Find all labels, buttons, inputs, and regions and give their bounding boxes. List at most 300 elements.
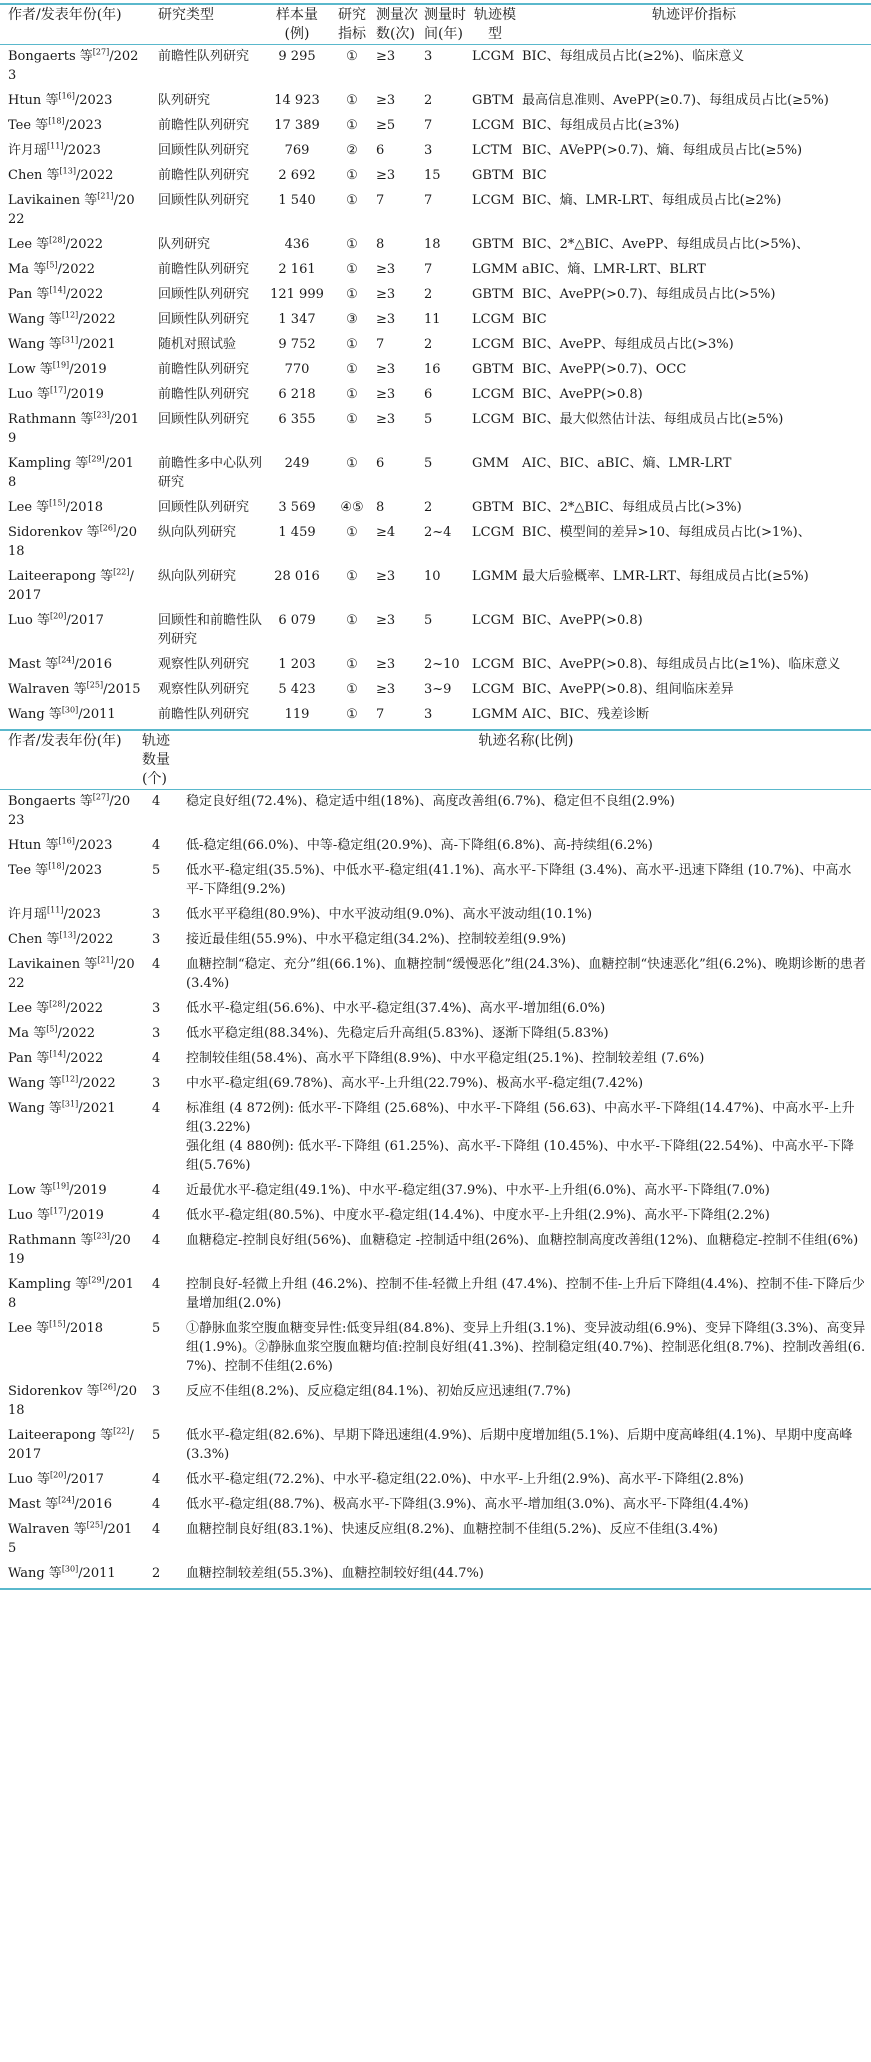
trajectory-count-cell: 4 (152, 1497, 161, 1512)
evaluation-criteria-cell: BIC、模型间的差异>10、每组成员占比(>1%)、 (522, 525, 811, 540)
trajectory-names-text: 稳定良好组(72.4%)、稳定适中组(18%)、高度改善组(6.7%)、稳定但不良组(2.9%) (186, 794, 675, 809)
reference-number: [14] (49, 1049, 66, 1059)
author-name: Walraven 等 (8, 1522, 87, 1537)
reference-number: [5] (46, 1024, 58, 1034)
trajectory-names-text: 低水平-稳定组(88.7%)、极高水平-下降组(3.9%)、高水平-增加组(3.0%)、高水平-下降组(4.4%) (186, 1497, 749, 1512)
author-name: Laiteerapong 等 (8, 1428, 114, 1443)
indicator-cell: ① (346, 93, 358, 108)
author-cell (6, 495, 144, 520)
publication-year: /2017 (8, 569, 134, 603)
trajectory-names-text: 血糖控制良好组(83.1%)、快速反应组(8.2%)、血糖控制不佳组(5.2%)、反应不佳组(3.4%) (186, 1522, 718, 1537)
publication-year: /2017 (66, 613, 104, 628)
trajectory-names-cell (184, 1203, 868, 1228)
trajectory-model-cell: LCGM (472, 118, 515, 133)
indicator-cell: ① (346, 525, 358, 540)
trajectory-count-cell: 4 (152, 1472, 161, 1487)
publication-year: /2015 (103, 682, 141, 697)
measure-times-cell: ≥3 (376, 49, 396, 64)
trajectory-names-cell (184, 902, 868, 927)
trajectory-count-cell: 4 (152, 957, 161, 972)
reference-number: [14] (49, 285, 66, 295)
publication-year: /2022 (75, 168, 114, 183)
measure-times-cell: ≥3 (376, 657, 396, 672)
reference-number: [23] (93, 1231, 110, 1241)
publication-year: /2022 (78, 1076, 116, 1091)
author-cell (6, 902, 140, 927)
author-name: Ma 等 (8, 1026, 47, 1041)
trajectory-model-cell: LCGM (472, 412, 515, 427)
reference-number: [25] (86, 1520, 104, 1530)
evaluation-criteria-cell: BIC、最大似然估计法、每组成员占比(≥5%) (522, 412, 784, 427)
header-sample-size: 样本量(例) (276, 7, 318, 42)
author-name: Tee 等 (8, 863, 49, 878)
publication-year: /2023 (74, 838, 113, 853)
indicator-cell: ② (346, 143, 358, 158)
trajectory-names-text: 低水平-稳定组(35.5%)、中低水平-稳定组(41.1%)、高水平-下降组 (3.4%)、高水平-迅速下降组 (10.7%)、中高水平-下降组(9.2%) (186, 863, 852, 897)
measure-years-cell: 2~4 (424, 525, 452, 540)
trajectory-count-cell: 4 (152, 1277, 161, 1292)
reference-number: [20] (49, 611, 67, 621)
publication-year: /2011 (78, 707, 116, 722)
author-name: Lee 等 (8, 1001, 50, 1016)
author-cell (6, 357, 144, 382)
trajectory-count-cell: 5 (152, 1428, 161, 1443)
trajectory-names-text: 低水平-稳定组(72.2%)、中水平-稳定组(22.0%)、中水平-上升组(2.9%)、高水平-下降组(2.8%) (186, 1472, 744, 1487)
study-type-cell: 前瞻性队列研究 (158, 49, 250, 64)
publication-year: /2018 (8, 456, 134, 490)
trajectory-model-cell: GBTM (472, 287, 514, 302)
study-type-cell: 前瞻性队列研究 (158, 168, 250, 183)
author-cell (6, 1228, 140, 1272)
indicator-cell: ① (346, 412, 358, 427)
author-cell (6, 789, 140, 833)
publication-year: /2019 (66, 1208, 104, 1223)
indicator-cell: ① (346, 362, 358, 377)
trajectory-names-text: 近最优水平-稳定组(49.1%)、中水平-稳定组(37.9%)、中水平-上升组(6.0%)、高水平-下降组(7.0%) (186, 1183, 770, 1198)
publication-year: /2022 (65, 1001, 104, 1016)
trajectory-count-cell: 3 (152, 1001, 161, 1016)
trajectory-model-cell: GMM (472, 456, 510, 471)
sample-size-cell: 1 459 (278, 525, 316, 540)
publication-year: /2022 (8, 957, 135, 991)
reference-number: [26] (99, 523, 117, 533)
evaluation-criteria-cell: BIC、AvePP(>0.7)、OCC (522, 362, 687, 377)
publication-year: /2019 (66, 387, 104, 402)
author-cell (6, 307, 144, 332)
reference-number: [21] (97, 191, 114, 201)
measure-times-cell: 7 (376, 707, 385, 722)
trajectory-names-cell (184, 996, 868, 1021)
author-name: 许月瑶 (8, 143, 48, 158)
header-years: 测量时间(年) (424, 7, 466, 42)
measure-years-cell: 7 (424, 118, 433, 133)
indicator-cell: ③ (346, 312, 358, 327)
publication-year: /2022 (57, 262, 96, 277)
reference-number: [16] (58, 836, 75, 846)
author-cell (6, 1272, 140, 1316)
author-cell (6, 138, 144, 163)
trajectory-names-text: ①静脉血浆空腹血糖变异性:低变异组(84.8%)、变异上升组(3.1%)、变异波动组(6.9%)、变异下降组(3.3%)、高变异组(1.9%)。②静脉血浆空腹血糖均值:控制良好组(41.3%)、控制稳定组(40.7%)、控制恶化组(8.7%)、控制改善组(6.7%)、控制不佳组(2.6%) (186, 1321, 866, 1374)
trajectory-names-text: 低水平平稳组(80.9%)、中水平波动组(9.0%)、高水平波动组(10.1%) (186, 907, 593, 922)
evaluation-criteria-cell: BIC、2*△BIC、AvePP、每组成员占比(>5%)、 (522, 237, 810, 252)
publication-year: /2018 (8, 1277, 134, 1311)
author-cell (6, 927, 140, 952)
trajectory-names-text: 低水平-稳定组(82.6%)、早期下降迅速组(4.9%)、后期中度增加组(5.1%)、后期中度高峰组(4.1%)、早期中度高峰(3.3%) (186, 1428, 853, 1462)
sample-size-cell: 436 (284, 237, 310, 252)
reference-number: [12] (61, 1074, 79, 1084)
trajectory-count-cell: 3 (152, 907, 161, 922)
trajectory-model-cell: LCGM (472, 613, 515, 628)
table-row (6, 382, 868, 407)
table1-header-row (6, 6, 868, 44)
trajectory-names-cell (184, 1228, 868, 1272)
publication-year: /2022 (65, 1051, 104, 1066)
sample-size-cell: 2 161 (278, 262, 316, 277)
measure-years-cell: 16 (424, 362, 441, 377)
author-name: Sidorenkov 等 (8, 525, 100, 540)
trajectory-names-cell (184, 952, 868, 996)
reference-number: [31] (61, 1099, 79, 1109)
publication-year: /2023 (63, 907, 101, 922)
author-cell (6, 332, 144, 357)
study-type-cell: 纵向队列研究 (158, 525, 237, 540)
table-row (6, 702, 868, 727)
reference-number: [30] (61, 1564, 79, 1574)
sample-size-cell: 770 (284, 362, 310, 377)
trajectory-names-text: 强化组 (4 880例): 低水平-下降组 (61.25%)、高水平-下降组 (10.45%)、中水平-下降组(22.54%)、中高水平-下降组(5.76%) (186, 1139, 854, 1173)
trajectory-count-cell: 4 (152, 1233, 161, 1248)
evaluation-criteria-cell: BIC、2*△BIC、每组成员占比(>3%) (522, 500, 742, 515)
author-name: Low 等 (8, 362, 53, 377)
study-type-cell: 前瞻性队列研究 (158, 362, 250, 377)
study-type-cell: 前瞻性队列研究 (158, 262, 250, 277)
author-name: Rathmann 等 (8, 412, 94, 427)
table-row (6, 952, 868, 996)
measure-years-cell: 3 (424, 143, 433, 158)
reference-number: [25] (86, 680, 104, 690)
measure-times-cell: ≥3 (376, 569, 396, 584)
study-type-cell: 前瞻性多中心队列研究 (158, 456, 263, 490)
indicator-cell: ① (346, 657, 358, 672)
author-name: Bongaerts 等 (8, 49, 93, 64)
indicator-cell: ① (346, 49, 358, 64)
indicator-cell: ① (346, 118, 358, 133)
reference-number: [15] (49, 498, 66, 508)
table-row (6, 927, 868, 952)
trajectory-model-cell: LCGM (472, 682, 515, 697)
trajectory-model-cell: LCGM (472, 657, 515, 672)
reference-number: [11] (47, 141, 64, 151)
author-name: Luo 等 (8, 1472, 50, 1487)
measure-years-cell: 7 (424, 262, 433, 277)
trajectory-names-cell (184, 1379, 868, 1423)
author-cell (6, 1071, 140, 1096)
author-cell (6, 113, 144, 138)
measure-years-cell: 2 (424, 93, 433, 108)
trajectory-model-cell: LGMM (472, 262, 518, 277)
evaluation-criteria-cell: BIC、每组成员占比(≥2%)、临床意义 (522, 49, 745, 64)
evaluation-criteria-cell: BIC、AvePP(>0.8) (522, 613, 643, 628)
reference-number: [26] (99, 1382, 117, 1392)
publication-year: /2019 (69, 362, 107, 377)
trajectory-names-cell (184, 1561, 868, 1586)
indicator-cell: ④⑤ (340, 500, 364, 515)
author-cell (6, 1379, 140, 1423)
author-name: Wang 等 (8, 1566, 62, 1581)
publication-year: /2016 (74, 657, 112, 672)
author-cell (6, 407, 144, 451)
indicator-cell: ① (346, 569, 358, 584)
measure-times-cell: ≥3 (376, 387, 396, 402)
sample-size-cell: 2 692 (278, 168, 316, 183)
publication-year: /2022 (65, 237, 104, 252)
indicator-cell: ① (346, 237, 358, 252)
header-indicator: 研究指标 (338, 7, 366, 42)
author-cell (6, 1316, 140, 1379)
table-row (6, 996, 868, 1021)
sample-size-cell: 1 203 (278, 657, 316, 672)
publication-year: /2019 (8, 412, 140, 446)
table-row (6, 1423, 868, 1467)
evaluation-criteria-cell: BIC、AvePP、每组成员占比(>3%) (522, 337, 734, 352)
trajectory-model-cell: GBTM (472, 500, 514, 515)
sample-size-cell: 17 389 (274, 118, 320, 133)
table-row (6, 1071, 868, 1096)
author-cell (6, 451, 144, 495)
sample-size-cell: 5 423 (278, 682, 316, 697)
table-row (6, 564, 868, 608)
reference-number: [17] (49, 385, 67, 395)
reference-number: [16] (58, 91, 75, 101)
table-row (6, 1021, 868, 1046)
author-name: Wang 等 (8, 707, 62, 722)
trajectory-names-cell (184, 1096, 868, 1178)
reference-number: [13] (59, 166, 76, 176)
trajectory-names-text: 低水平-稳定组(56.6%)、中水平-稳定组(37.4%)、高水平-增加组(6.0%) (186, 1001, 606, 1016)
table-row (6, 113, 868, 138)
table-row (6, 1178, 868, 1203)
publication-year: /2018 (8, 525, 138, 559)
table-row (6, 332, 868, 357)
reference-number: [17] (49, 1206, 67, 1216)
indicator-cell: ① (346, 707, 358, 722)
trajectory-count-cell: 3 (152, 1384, 161, 1399)
table-row (6, 44, 868, 88)
publication-year: /2021 (78, 1101, 116, 1116)
author-name: Pan 等 (8, 1051, 50, 1066)
author-cell (6, 163, 144, 188)
measure-years-cell: 5 (424, 412, 433, 427)
evaluation-criteria-cell: BIC、AvePP(>0.8)、每组成员占比(≥1%)、临床意义 (522, 657, 841, 672)
reference-number: [24] (58, 1495, 75, 1505)
author-name: 许月瑶 (8, 907, 48, 922)
reference-number: [15] (49, 1319, 66, 1329)
author-cell (6, 952, 140, 996)
reference-number: [27] (92, 792, 110, 802)
sample-size-cell: 1 540 (278, 193, 316, 208)
indicator-cell: ① (346, 287, 358, 302)
trajectory-names-text: 反应不佳组(8.2%)、反应稳定组(84.1%)、初始反应迅速组(7.7%) (186, 1384, 571, 1399)
table-row (6, 652, 868, 677)
table-row (6, 608, 868, 652)
trajectory-names-cell (184, 1178, 868, 1203)
trajectory-count-cell: 3 (152, 1076, 161, 1091)
indicator-cell: ① (346, 262, 358, 277)
author-name: Kampling 等 (8, 456, 89, 471)
author-name: Rathmann 等 (8, 1233, 94, 1248)
header-criteria: 轨迹评价指标 (652, 7, 736, 23)
author-cell (6, 44, 144, 88)
author-cell (6, 257, 144, 282)
author-name: Htun 等 (8, 93, 59, 108)
publication-year: /2019 (69, 1183, 107, 1198)
trajectory-names-text: 标准组 (4 872例): 低水平-下降组 (25.68%)、中水平-下降组 (56.63)、中高水平-下降组(14.47%)、中高水平-上升组(3.22%) (186, 1101, 855, 1135)
measure-years-cell: 6 (424, 387, 433, 402)
measure-years-cell: 3 (424, 707, 433, 722)
trajectory-model-cell: GBTM (472, 93, 514, 108)
publication-year: /2023 (8, 794, 131, 828)
trajectory-count-cell: 4 (152, 838, 161, 853)
trajectory-names-cell (184, 1423, 868, 1467)
trajectory-names-cell (184, 833, 868, 858)
study-type-cell: 回顾性队列研究 (158, 287, 250, 302)
author-cell (6, 1492, 140, 1517)
table-row (6, 1096, 868, 1178)
measure-times-cell: ≥3 (376, 262, 396, 277)
table-bottom-rule (0, 1588, 871, 1590)
trajectory-model-cell: LCTM (472, 143, 513, 158)
header-author: 作者/发表年份(年) (8, 7, 122, 23)
trajectory-names-cell (184, 1467, 868, 1492)
reference-number: [29] (88, 454, 105, 464)
trajectory-names-cell (184, 1071, 868, 1096)
table-row (6, 1492, 868, 1517)
table-row (6, 1272, 868, 1316)
author-name: Low 等 (8, 1183, 53, 1198)
reference-number: [22] (113, 1426, 130, 1436)
table-row (6, 902, 868, 927)
study-type-cell: 回顾性队列研究 (158, 193, 250, 208)
measure-times-cell: 7 (376, 337, 385, 352)
reference-number: [13] (59, 930, 76, 940)
header2-author: 作者/发表年份(年) (8, 733, 122, 749)
measure-times-cell: ≥3 (376, 287, 396, 302)
evaluation-criteria-cell: BIC、AvePP(>0.8) (522, 387, 643, 402)
table-row (6, 407, 868, 451)
measure-times-cell: ≥3 (376, 312, 396, 327)
trajectory-count-cell: 4 (152, 1522, 161, 1537)
study-type-cell: 纵向队列研究 (158, 569, 237, 584)
author-cell (6, 1467, 140, 1492)
table-row (6, 858, 868, 902)
trajectory-names-text: 接近最佳组(55.9%)、中水平稳定组(34.2%)、控制较差组(9.9%) (186, 932, 567, 947)
author-name: Lee 等 (8, 1321, 50, 1336)
indicator-cell: ① (346, 456, 358, 471)
indicator-cell: ① (346, 168, 358, 183)
measure-years-cell: 11 (424, 312, 441, 327)
trajectory-names-cell (184, 927, 868, 952)
trajectory-names-text: 低水平稳定组(88.34%)、先稳定后升高组(5.83%)、逐渐下降组(5.83%) (186, 1026, 609, 1041)
author-cell (6, 382, 144, 407)
trajectory-model-cell: LCGM (472, 525, 515, 540)
reference-number: [28] (49, 235, 66, 245)
author-name: Luo 等 (8, 387, 50, 402)
publication-year: /2022 (8, 193, 135, 227)
trajectory-names-text: 控制较佳组(58.4%)、高水平下降组(8.9%)、中水平稳定组(25.1%)、控制较差组 (7.6%) (186, 1051, 705, 1066)
study-type-cell: 观察性队列研究 (158, 657, 250, 672)
table-row (6, 833, 868, 858)
trajectory-names-text: 血糖控制较差组(55.3%)、血糖控制较好组(44.7%) (186, 1566, 484, 1581)
measure-times-cell: ≥3 (376, 682, 396, 697)
trajectory-count-cell: 4 (152, 1183, 161, 1198)
table-row (6, 677, 868, 702)
author-name: Chen 等 (8, 932, 60, 947)
trajectory-model-cell: LCGM (472, 193, 515, 208)
reference-number: [18] (48, 116, 65, 126)
header-rule (0, 44, 871, 45)
trajectory-names-cell (184, 1046, 868, 1071)
author-name: Wang 等 (8, 337, 62, 352)
sample-size-cell: 6 218 (278, 387, 316, 402)
table-row (6, 282, 868, 307)
publication-year: /2018 (65, 500, 104, 515)
table-row (6, 357, 868, 382)
trajectory-count-cell: 4 (152, 1208, 161, 1223)
reference-number: [11] (47, 905, 64, 915)
evaluation-criteria-cell: BIC、AvePP(>0.7)、每组成员占比(>5%) (522, 287, 776, 302)
study-type-cell: 回顾性队列研究 (158, 500, 250, 515)
measure-years-cell: 2 (424, 500, 433, 515)
table-row (6, 1316, 868, 1379)
author-name: Lee 等 (8, 237, 50, 252)
table-row (6, 232, 868, 257)
study-type-cell: 观察性队列研究 (158, 682, 250, 697)
reference-number: [18] (48, 861, 65, 871)
trajectory-names-text: 中水平-稳定组(69.78%)、高水平-上升组(22.79%)、极高水平-稳定组(7.42%) (186, 1076, 644, 1091)
sample-size-cell: 1 347 (278, 312, 316, 327)
author-cell (6, 564, 144, 608)
measure-times-cell: ≥3 (376, 412, 396, 427)
study-characteristics-table (6, 6, 868, 727)
evaluation-criteria-cell: BIC (522, 168, 547, 183)
trajectory-count-cell: 4 (152, 1051, 161, 1066)
trajectory-count-cell: 3 (152, 1026, 161, 1041)
author-name: Sidorenkov 等 (8, 1384, 100, 1399)
trajectory-names-text: 控制良好-轻微上升组 (46.2%)、控制不佳-轻微上升组 (47.4%)、控制不佳-上升后下降组(4.4%)、控制不佳-下降后少量增加组(2.0%) (186, 1277, 865, 1311)
measure-times-cell: 6 (376, 143, 385, 158)
reference-number: [21] (97, 955, 114, 965)
table-row (6, 1517, 868, 1561)
sample-size-cell: 119 (284, 707, 310, 722)
table-row (6, 1467, 868, 1492)
study-type-cell: 回顾性和前瞻性队列研究 (158, 613, 263, 647)
evaluation-criteria-cell: aBIC、熵、LMR-LRT、BLRT (522, 262, 706, 277)
sample-size-cell: 3 569 (278, 500, 316, 515)
trajectory-count-cell: 4 (152, 794, 161, 809)
header2-count: 轨迹数量(个) (142, 733, 170, 787)
trajectory-model-cell: GBTM (472, 168, 514, 183)
publication-year: /2022 (78, 312, 116, 327)
study-type-cell: 队列研究 (158, 237, 211, 252)
publication-year: /2022 (65, 287, 104, 302)
study-type-cell: 队列研究 (158, 93, 211, 108)
publication-year: /2023 (64, 118, 103, 133)
author-name: Htun 等 (8, 838, 59, 853)
table-row (6, 88, 868, 113)
measure-years-cell: 18 (424, 237, 441, 252)
author-name: Tee 等 (8, 118, 49, 133)
author-name: Chen 等 (8, 168, 60, 183)
